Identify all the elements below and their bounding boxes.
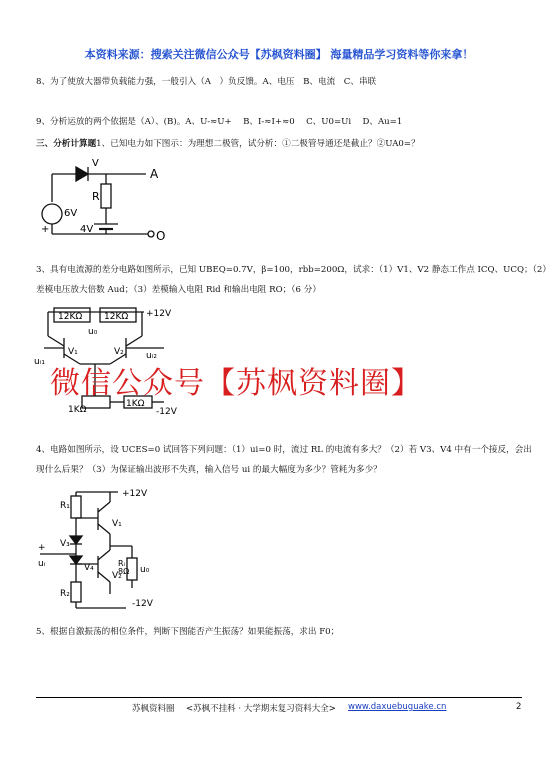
fig3-rl-value: 8Ω <box>118 567 130 576</box>
footer-brand: 苏枫资料圈 <box>132 704 175 714</box>
fig3-v1: V₁ <box>112 519 122 529</box>
fig3-r1: R₁ <box>60 501 70 511</box>
footer-divider <box>36 697 522 698</box>
fig1-source-4v: 4V <box>80 224 94 235</box>
fig3-plus: + <box>38 543 46 553</box>
fig2-r2: 12KΩ <box>104 312 129 322</box>
fig1-terminal-o: O <box>156 229 166 243</box>
question-3-line1: 3、具有电流源的差分电路如图所示，已知 UBEQ=0.7V，β=100，rbb=200Ω，试求：（1）V1、V2 静态工作点 ICQ、UCQ；（2） <box>36 265 551 275</box>
fig2-vee: -12V <box>156 407 177 416</box>
question-9: 9、分析运放的两个依据是（A）、(B)。A、U-≈U+ B、I-≈I+≈0 C、U0=Ui D、Au=1 <box>36 117 403 127</box>
fig3-vcc: +12V <box>122 489 148 499</box>
watermark-text: 微信公众号【苏枫资料圈】 <box>50 366 422 401</box>
question-3-line2: 差模电压放大倍数 Aud；（3）差模输入电阻 Rid 和输出电阻 RO；（6 分） <box>36 285 321 295</box>
question-8: 8、为了使放大器带负载能力强，一般引入（A ）负反馈。A、电压 B、电流 C、串联 <box>36 77 377 87</box>
push-pull-amplifier-figure <box>36 484 166 614</box>
page-number: 2 <box>516 702 522 712</box>
fig2-r1: 12KΩ <box>58 312 83 322</box>
fig1-plus: + <box>41 224 50 235</box>
question-4-line1: 4、电路如图所示，设 UCES=0 试回答下列问题：（1）ui=0 时，流过 RL 的电流有多大？（2）若 V3、V4 中有一个接反，会出 <box>36 445 532 455</box>
fig2-re2: 1KΩ <box>126 399 145 409</box>
fig2-v1: V₁ <box>68 347 78 357</box>
fig1-source-6v: 6V <box>64 208 78 219</box>
fig3-v2: V₂ <box>112 571 122 581</box>
section-question-1: 1、已知电力如下图示：为理想二极管，试分析：①二极管导通还是截止？②UA0=？ <box>96 139 420 149</box>
section-title: 三、分析计算题 <box>36 139 97 149</box>
section-3-header <box>36 138 420 150</box>
fig2-v2: V₂ <box>114 347 124 357</box>
fig2-uo: u₀ <box>88 327 98 337</box>
fig3-uo: u₀ <box>140 565 150 575</box>
fig2-ui2: uᵢ₂ <box>146 351 157 361</box>
fig3-v3: V₃ <box>60 539 70 549</box>
fig1-terminal-a: A <box>150 167 159 181</box>
fig3-vee: -12V <box>132 599 153 609</box>
banner-suffix: 】 海量精品学习资料等你来拿！ <box>315 48 474 61</box>
question-4-line2: 现什么后果？（3）为保证输出波形不失真，输入信号 ui 的最大幅度为多少？管耗为多少？ <box>36 465 382 475</box>
fig1-diode-label: V <box>92 158 99 169</box>
fig3-rl: Rₗ <box>118 559 125 568</box>
fig3-r2: R₂ <box>60 589 70 599</box>
diode-circuit-figure <box>36 154 176 254</box>
footer-link[interactable] <box>348 702 446 712</box>
fig2-vcc: +12V <box>146 309 172 319</box>
fig3-ui: uᵢ <box>38 559 46 569</box>
footer-url[interactable]: www.daxuebuguake.cn <box>348 702 447 712</box>
fig1-resistor-label: R <box>92 190 100 203</box>
source-banner <box>0 46 558 62</box>
question-5: 5、根据自激振荡的相位条件，判断下图能否产生振荡？如果能振荡，求出 F0； <box>36 627 340 637</box>
banner-brand: 苏枫资料圈 <box>260 48 316 61</box>
footer-title: <苏枫不挂科 · 大学期末复习资料大全> <box>186 704 336 714</box>
fig3-v4: V₄ <box>84 563 94 573</box>
fig2-re1: 1KΩ <box>68 405 87 415</box>
banner-prefix: 本资料来源：搜索关注微信公众号【 <box>84 48 261 61</box>
fig2-ui1: uᵢ₁ <box>34 357 45 367</box>
